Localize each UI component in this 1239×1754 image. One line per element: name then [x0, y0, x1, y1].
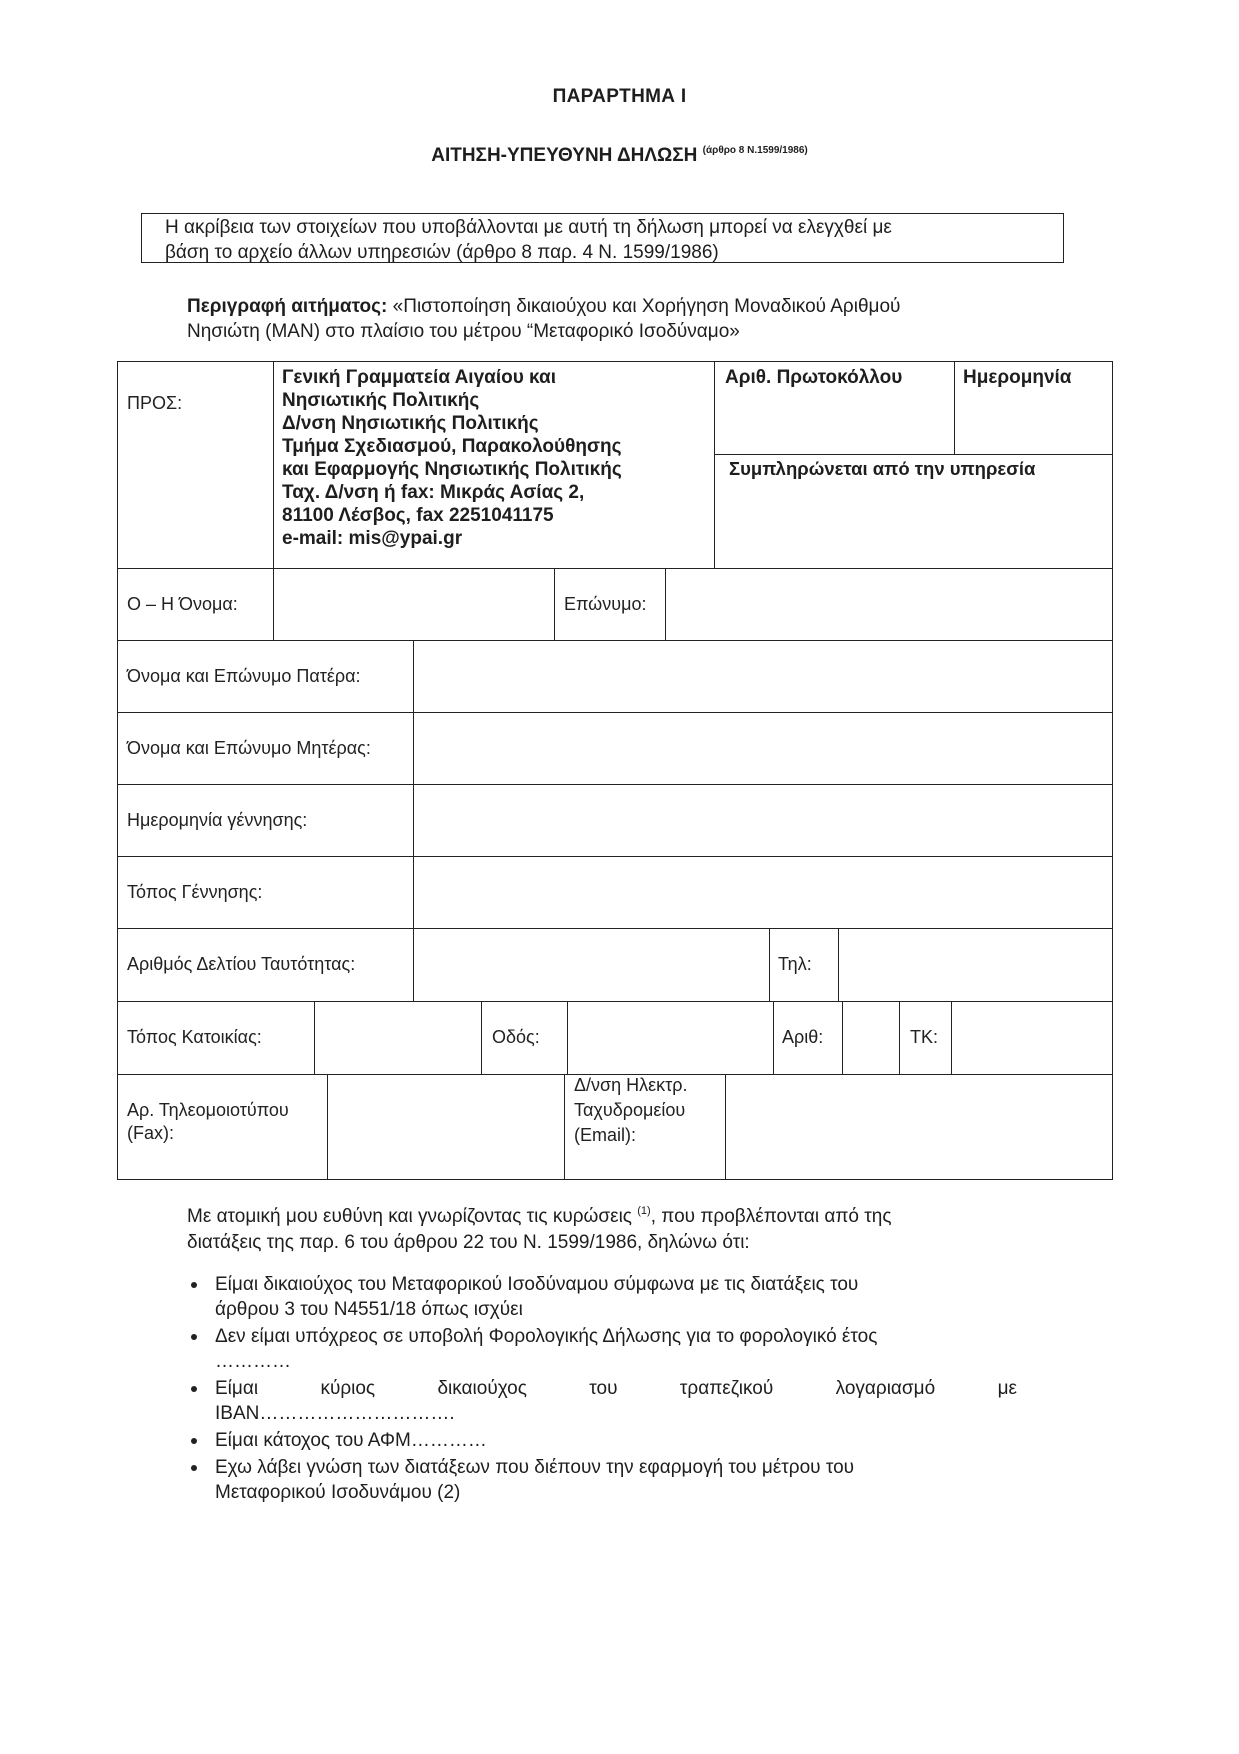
attestation-text-b: , που προβλέπονται από της [650, 1206, 892, 1227]
statement-3-word: τραπεζικού [679, 1378, 774, 1399]
statement-2-line-1: Δεν είμαι υπόχρεος σε υποβολή Φορολογικής Δήλωσης για το φορολογικό έτος [215, 1326, 878, 1347]
recipient-block [282, 366, 707, 550]
street-label: Οδός: [492, 1027, 540, 1047]
date-label: Ημερομηνία [963, 367, 1072, 388]
street-number-label: Αριθ: [782, 1027, 824, 1047]
statement-3-word: του [589, 1378, 618, 1399]
postal-code-label: ΤΚ: [910, 1027, 939, 1047]
statement-5-line-2: Μεταφορικού Ισοδυνάμου (2) [215, 1482, 461, 1503]
request-text-line-1: «Πιστοποίηση δικαιούχου και Χορήγηση Μοναδικού Αριθμού [387, 296, 901, 317]
email-label-line-3: (Email): [574, 1125, 636, 1145]
first-name-label: Ο – Η Όνομα: [127, 594, 238, 614]
attestation-text-a: Με ατομική μου ευθύνη και γνωρίζοντας τις κυρώσεις [187, 1206, 638, 1227]
request-description [187, 294, 1047, 344]
bullet-icon [191, 1386, 197, 1392]
attestation-paragraph [187, 1198, 1027, 1256]
birth-place-field[interactable] [415, 858, 1111, 927]
declaration-title-text: ΑΙΤΗΣΗ-ΥΠΕΥΘΥΝΗ ΔΗΛΩΣΗ [431, 145, 698, 166]
recipient-line: 81100 Λέσβος, fax 2251041175 [282, 505, 554, 526]
father-name-label: Όνομα και Επώνυμο Πατέρα: [127, 666, 361, 686]
street-number-field[interactable] [844, 1003, 898, 1073]
request-label: Περιγραφή αιτήματος: [187, 296, 388, 317]
declaration-title [0, 145, 1239, 167]
email-label [574, 1073, 688, 1148]
mother-name-field[interactable] [415, 714, 1111, 783]
annex-title: ΠΑΡΑΡΤΗΜΑ Ι [552, 86, 687, 107]
phone-field[interactable] [840, 930, 1111, 1000]
verification-notice [141, 213, 1064, 263]
residence-field[interactable] [316, 1003, 480, 1073]
surname-field[interactable] [667, 570, 1111, 639]
attestation-text-line-2: διατάξεις της παρ. 6 του άρθρου 22 του Ν. 1599/1986, δηλώνω ότι: [187, 1232, 750, 1253]
statement-1-line-2: άρθρου 3 του Ν4551/18 όπως ισχύει [215, 1299, 523, 1320]
statement-2-line-2: ………… [215, 1351, 291, 1372]
id-number-field[interactable] [415, 930, 768, 1000]
protocol-number-label: Αριθ. Πρωτοκόλλου [725, 367, 903, 388]
request-text-line-2: Νησιώτη (ΜΑΝ) στο πλαίσιο του μέτρου “Μεταφορικό Ισοδύναμο» [187, 321, 740, 342]
id-number-label: Αριθμός Δελτίου Ταυτότητας: [127, 954, 356, 974]
statements-list [187, 1272, 1017, 1507]
birth-place-label: Τόπος Γέννησης: [127, 882, 263, 902]
mother-name-label: Όνομα και Επώνυμο Μητέρας: [127, 738, 371, 758]
residence-label: Τόπος Κατοικίας: [127, 1027, 262, 1047]
statement-3-word: κύριος [320, 1378, 376, 1399]
bullet-icon [191, 1438, 197, 1444]
statement-3-word: λογαριασμό [835, 1378, 936, 1399]
statement-3-word: Είμαι [215, 1378, 259, 1399]
birth-date-field[interactable] [415, 786, 1111, 855]
recipient-line: και Εφαρμογής Νησιωτικής Πολιτικής [282, 459, 622, 480]
statement-5-line-1: Εχω λάβει γνώση των διατάξεων που διέπουν την εφαρμογή του μέτρου του [215, 1457, 855, 1478]
fax-label-line-2: (Fax): [127, 1123, 174, 1143]
bullet-icon [191, 1334, 197, 1340]
recipient-line: Γενική Γραμματεία Αιγαίου και [282, 367, 556, 388]
declaration-law-reference: (άρθρο 8 Ν.1599/1986) [702, 145, 808, 156]
protocol-number-field[interactable] [715, 392, 953, 452]
applicant-form [117, 361, 1113, 1180]
email-field[interactable] [727, 1076, 1111, 1178]
statement-1-line-1: Είμαι δικαιούχος του Μεταφορικού Ισοδύναμου σύμφωνα με τις διατάξεις του [215, 1274, 859, 1295]
statement-item [187, 1455, 1017, 1505]
first-name-field[interactable] [275, 570, 553, 639]
date-field[interactable] [955, 392, 1111, 452]
bullet-icon [191, 1465, 197, 1471]
email-label-line-1: Δ/νση Ηλεκτρ. [574, 1075, 688, 1095]
recipient-line: Ταχ. Δ/νση ή fax: Μικράς Ασίας 2, [282, 482, 585, 503]
notice-line-2: βάση το αρχείο άλλων υπηρεσιών (άρθρο 8 παρ. 4 Ν. 1599/1986) [165, 242, 719, 263]
birth-date-label: Ημερομηνία γέννησης: [127, 810, 308, 830]
statement-3-word: δικαιούχος [437, 1378, 527, 1399]
street-field[interactable] [569, 1003, 772, 1073]
statement-4: Είμαι κάτοχος του ΑΦΜ………… [215, 1430, 487, 1451]
statement-item [187, 1272, 1017, 1322]
statement-3-line-2: IBAN…………………………. [215, 1403, 455, 1424]
recipient-line: Δ/νση Νησιωτικής Πολιτικής [282, 413, 539, 434]
fax-label-line-1: Αρ. Τηλεομοιοτύπου [127, 1100, 289, 1120]
statement-item [187, 1376, 1017, 1426]
footnote-ref-1: (1) [637, 1205, 651, 1217]
postal-code-field[interactable] [953, 1003, 1111, 1073]
surname-label: Επώνυμο: [564, 594, 647, 614]
statement-3-word: με [997, 1378, 1017, 1399]
recipient-line: Τμήμα Σχεδιασμού, Παρακολούθησης [282, 436, 622, 457]
statement-item [187, 1428, 1017, 1453]
bullet-icon [191, 1282, 197, 1288]
statement-3-line-1 [215, 1376, 1017, 1401]
fax-label [127, 1099, 289, 1145]
recipient-line: Νησιωτικής Πολιτικής [282, 390, 480, 411]
to-label: ΠΡΟΣ: [127, 393, 183, 413]
father-name-field[interactable] [415, 642, 1111, 711]
notice-line-1: Η ακρίβεια των στοιχείων που υποβάλλονται με αυτή τη δήλωση μπορεί να ελεγχθεί με [165, 217, 892, 238]
recipient-email: e-mail: mis@ypai.gr [282, 528, 463, 549]
service-fill-label: Συμπληρώνεται από την υπηρεσία [729, 458, 1036, 479]
email-label-line-2: Ταχυδρομείου [574, 1100, 686, 1120]
fax-field[interactable] [329, 1076, 563, 1178]
phone-label: Τηλ: [778, 954, 812, 974]
statement-item [187, 1324, 1017, 1374]
